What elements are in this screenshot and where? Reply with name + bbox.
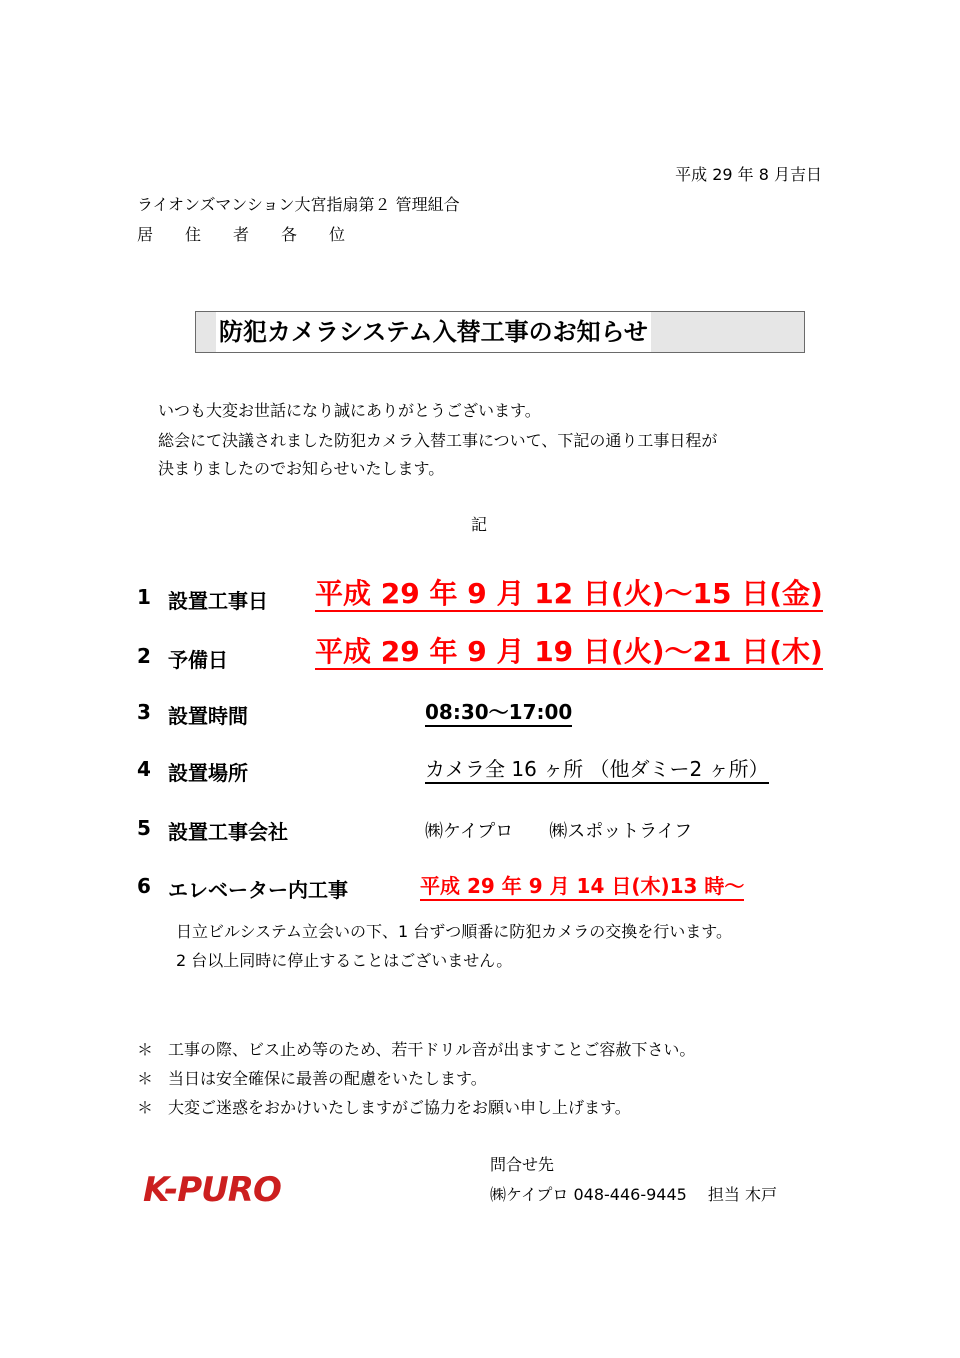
item-number: 1 [137,585,151,609]
item-number: 4 [137,757,151,781]
contact-heading: 問合せ先 [490,1155,555,1174]
item-label: 予備日 [168,648,228,672]
item-label: 設置工事会社 [168,820,288,844]
intro-line-2: 総会にて決議されました防犯カメラ入替工事について、下記の通り工事日程が [158,431,718,450]
recipient-org: ライオンズマンション大宮指扇第２ 管理組合 [137,195,460,214]
recipient-people: 居住者各位 [137,225,378,244]
item-label: 設置工事日 [168,589,268,613]
bullet-text: 工事の際、ビス止め等のため、若干ドリル音が出ますことご容赦下さい。 [168,1040,696,1059]
ki-heading: 記 [471,515,488,534]
reserve-date-value: 平成 29 年 9 月 19 日(火)～21 日(木) [315,635,823,668]
elevator-note-1: 日立ビルシステム立会いの下、1 台ずつ順番に防犯カメラの交換を行います。 [176,922,732,941]
install-time-value: 08:30～17:00 [425,699,572,727]
contact-line: ㈱ケイプロ 048-446-9445 担当 木戸 [490,1185,778,1204]
bullet-text: 当日は安全確保に最善の配慮をいたします。 [168,1069,487,1088]
intro-line-1: いつも大変お世話になり誠にありがとうございます。 [158,401,541,420]
bullet-mark: ＊ [137,1069,154,1088]
item-number: 2 [137,644,151,668]
item-number: 3 [137,700,151,724]
notice-title: 防犯カメラシステム入替工事のお知らせ [216,312,651,352]
intro-line-3: 決まりましたのでお知らせいたします。 [158,459,445,478]
bullet-text: 大変ご迷惑をおかけいたしますがご協力をお願い申し上げます。 [168,1098,631,1117]
install-location-value: カメラ全 16 ヶ所 （他ダミー2 ヶ所） [425,756,769,784]
elevator-work-value: 平成 29 年 9 月 14 日(木)13 時～ [420,873,744,901]
bullet-mark: ＊ [137,1040,154,1059]
bullet-mark: ＊ [137,1098,154,1117]
contractor-value: ㈱ケイプロ ㈱スポットライフ [425,821,693,842]
title-box [195,311,805,353]
elevator-note-2: 2 台以上同時に停止することはございません。 [176,951,513,970]
item-label: 設置場所 [168,761,248,785]
kpuro-logo: K-PURO [143,1170,281,1210]
install-date-value: 平成 29 年 9 月 12 日(火)～15 日(金) [315,577,823,610]
item-label: エレベーター内工事 [168,878,348,902]
issue-date: 平成 29 年 8 月吉日 [675,165,822,184]
item-number: 5 [137,816,151,840]
item-number: 6 [137,874,151,898]
item-label: 設置時間 [168,704,248,728]
